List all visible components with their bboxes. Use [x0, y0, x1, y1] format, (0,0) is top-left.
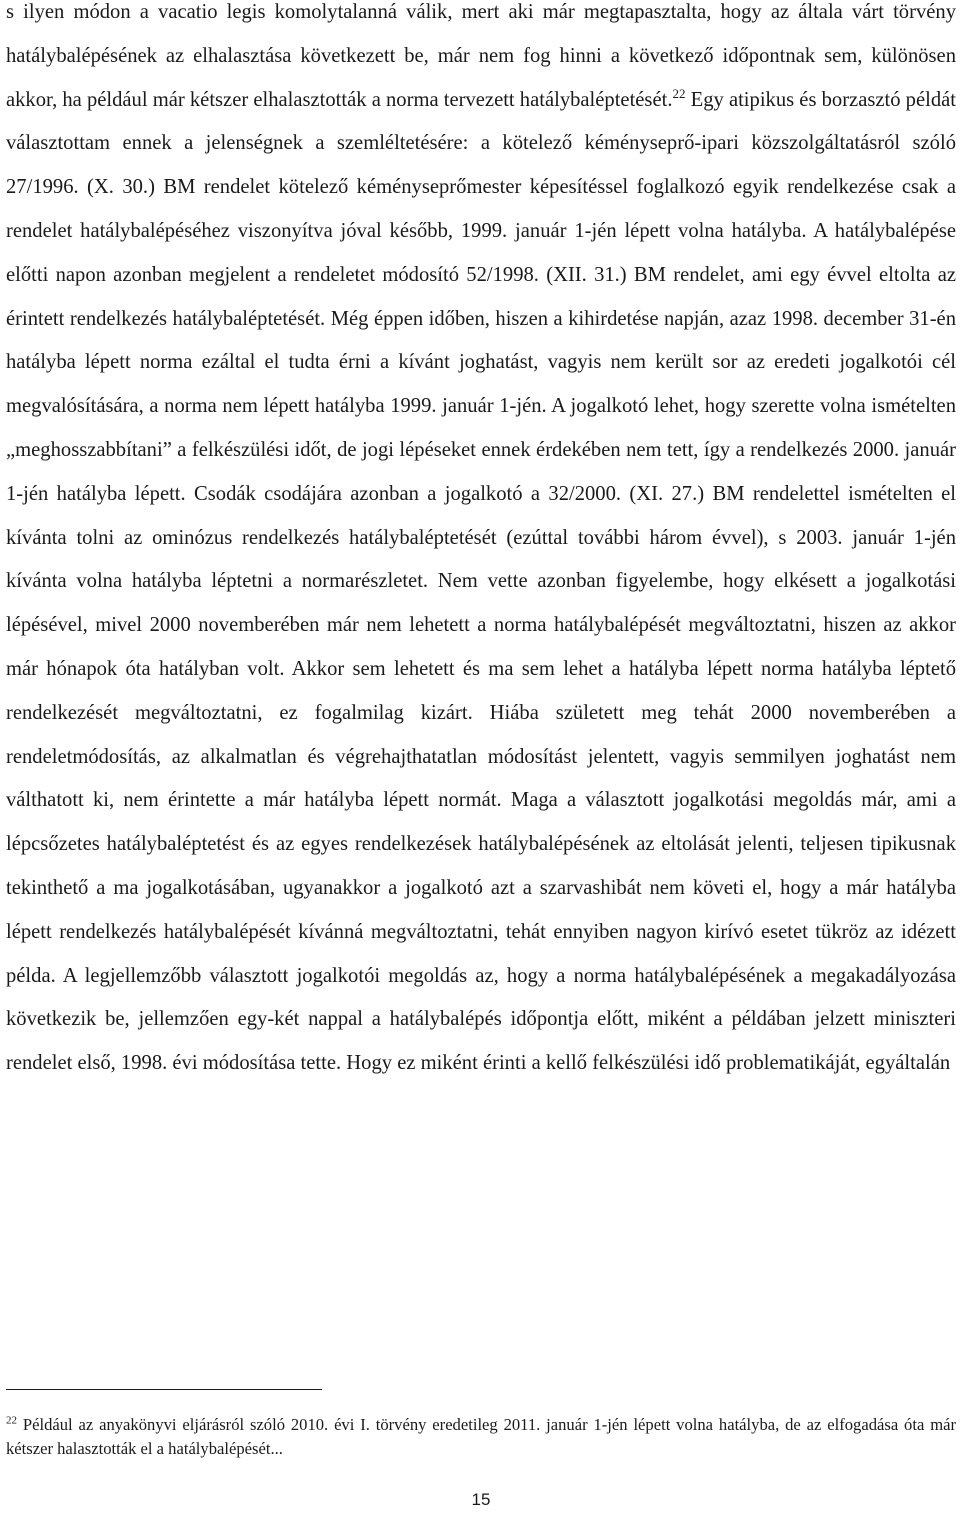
- body-paragraph: [6, 0, 956, 1086]
- footnote-number: 22: [6, 1414, 17, 1427]
- footnote-text: Például az anyakönyvi eljárásról szóló 2010. évi I. törvény eredetileg 2011. január 1-jén lépett volna hatályba, de az elfogadása óta már kétszer halasztották el a hatálybalépését...: [6, 1415, 956, 1458]
- page-number: 15: [471, 1490, 491, 1509]
- body-text-part-2: Egy atipikus és borzasztó példát választottam ennek a jelenségnek a szemléltetésére: a kötelező kéményseprő-ipari közszolgáltatásról szóló 27/1996. (X. 30.) BM rendelet kötelező kéményseprőmester képesítéssel foglalkozó egyik rendelkezése csak a rendelet hatálybalépéséhez viszonyítva jóval később, 1999. január 1-jén lépett volna hatályba. A hatálybalépése előtti napon azonban megjelent a rendeletet módosító 52/1998. (XII. 31.) BM rendelet, ami egy évvel eltolta az érintett rendelkezés hatálybaléptetését. Még éppen időben, hiszen a kihirdetése napján, azaz 1998. december 31-én hatályba lépett norma ezáltal el tudta érni a kívánt joghatást, vagyis nem került sor az eredeti jogalkotói cél megvalósítására, a norma nem lépett hatályba 1999. január 1-jén. A jogalkotó lehet, hogy szerette volna ismételten „meghosszabbítani” a felkészülési időt, de jogi lépéseket ennek érdekében nem tett, így a rendelkezés 2000. január 1-jén hatályba lépett. Csodák csodájára azonban a jogalkotó a 32/2000. (XI. 27.) BM rendelettel ismételten el kívánta tolni az ominózus rendelkezés hatálybaléptetését (ezúttal további három évvel), s 2003. január 1-jén kívánta volna hatályba léptetni a normarészletet. Nem vette azonban figyelembe, hogy elkésett a jogalkotási lépésével, mivel 2000 novemberében már nem lehetett a norma hatálybalépését megváltoztatni, hiszen az akkor már hónapok óta hatályban volt. Akkor sem lehetett és ma sem lehet a hatályba lépett norma hatályba léptető rendelkezését megváltoztatni, ez fogalmilag kizárt. Hiába született meg tehát 2000 novemberében a rendeletmódosítás, az alkalmatlan és végrehajthatatlan módosítást jelentett, vagyis semmilyen joghatást nem válthatott ki, nem érintette a már hatályba lépett normát. Maga a választott jogalkotási megoldás már, ami a lépcsőzetes hatálybaléptetést és az egyes rendelkezések hatálybalépésének az eltolását jelenti, teljesen tipikusnak tekinthető a ma jogalkotásában, ugyanakkor a jogalkotó azt a szarvashibát nem követi el, hogy a már hatályba lépett rendelkezés hatálybalépését kívánná megváltoztatni, tehát ennyiben nagyon kirívó esetet tükröz az idézett példa. A legjellemzőbb választott jogalkotói megoldás az, hogy a norma hatálybalépésének a megakadályozása következik be, jellemzően egy-két nappal a hatálybalépés időpontja előtt, miként a példában jelzett miniszteri rendelet első, 1998. évi módosítása tette. Hogy ez miként érinti a kellő felkészülési idő problematikáját, egyáltalán: [6, 88, 956, 1075]
- document-page: [6, 0, 956, 1513]
- footnote: [6, 1413, 956, 1461]
- footnote-separator: [6, 1389, 322, 1390]
- footnote-reference[interactable]: 22: [672, 85, 686, 101]
- body-text-part-1: s ilyen módon a vacatio legis komolytalanná válik, mert aki már megtapasztalta, hogy az általa várt törvény hatálybalépésének az elhalasztása következett be, már nem fog hinni a következő időpontnak sem, különösen akkor, ha például már kétszer elhalasztották a norma tervezett hatálybaléptetését.: [6, 1, 956, 111]
